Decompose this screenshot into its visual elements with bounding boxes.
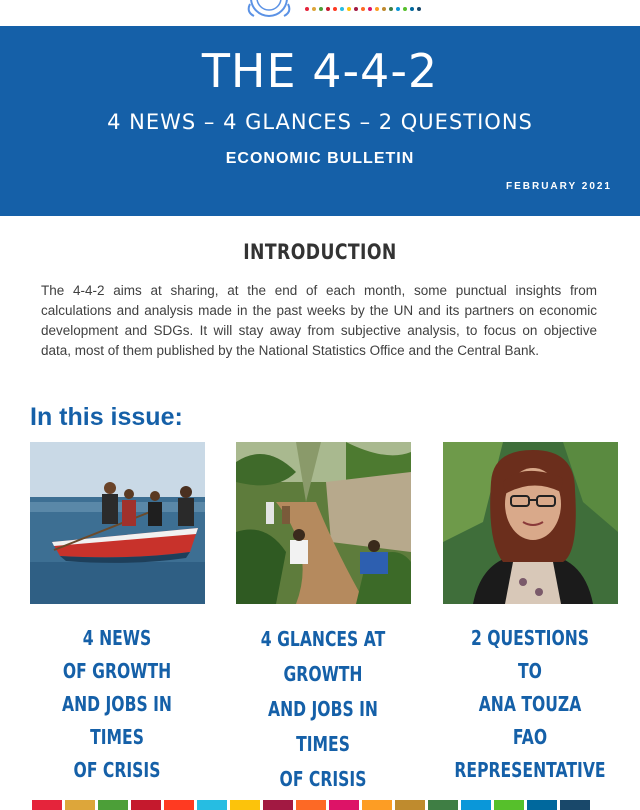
sdg-dot — [396, 7, 400, 11]
sdg-dot — [417, 7, 421, 11]
sdg-color-bar — [32, 800, 590, 810]
sdg-dot — [368, 7, 372, 11]
card-title-line: OF CRISIS — [73, 758, 161, 782]
fishermen-boat-photo — [30, 442, 205, 604]
card-title-line: FAO REPRESENTATIVE — [454, 725, 606, 782]
card-title-line: AND JOBS IN TIMES — [61, 692, 172, 749]
sdg-dot — [312, 7, 316, 11]
sdg-color-block — [395, 800, 425, 810]
card-title-glances[interactable] — [243, 622, 404, 797]
sdg-dot — [333, 7, 337, 11]
sdg-color-block — [164, 800, 194, 810]
card-title-line: AND JOBS IN TIMES — [267, 697, 378, 756]
card-image-agriculture[interactable] — [236, 442, 411, 604]
sdg-color-block — [296, 800, 326, 810]
card-title-line: GROWTH — [283, 662, 363, 686]
sdg-color-block — [65, 800, 95, 810]
sdg-dot — [361, 7, 365, 11]
ana-touza-portrait-photo — [443, 442, 618, 604]
bulletin-subtitle: 4 NEWS – 4 GLANCES – 2 QUESTIONS — [107, 110, 533, 134]
top-strip — [0, 0, 640, 26]
sdg-dot — [305, 7, 309, 11]
intro-body: The 4-4-2 aims at sharing, at the end of each month, some punctual insights from calculations and analysis made in the past weeks by the UN and its partners on economic development and SDGs. It will stay away from subjective analysis, to focus on objective data, most of them published by the National Statistics Office and the Central Bank. — [41, 283, 597, 358]
sdg-dot — [326, 7, 330, 11]
sdg-color-block — [98, 800, 128, 810]
sdg-dot — [347, 7, 351, 11]
bulletin-type: ECONOMIC BULLETIN — [225, 150, 415, 167]
card-image-portrait[interactable] — [443, 442, 618, 604]
card-title-line: 4 NEWS — [82, 626, 152, 650]
sdg-dot — [354, 7, 358, 11]
sdg-color-block — [428, 800, 458, 810]
card-title-line: 2 QUESTIONS — [470, 626, 590, 650]
card-title-news[interactable] — [37, 622, 198, 787]
farm-workers-photo — [236, 442, 411, 604]
sdg-dot — [340, 7, 344, 11]
sdg-color-block — [329, 800, 359, 810]
card-image-fishermen[interactable] — [30, 442, 205, 604]
sdg-dot — [410, 7, 414, 11]
sdg-dot — [375, 7, 379, 11]
card-title-questions[interactable] — [450, 622, 611, 787]
sdg-color-block — [197, 800, 227, 810]
sdg-color-block — [527, 800, 557, 810]
header-banner — [0, 26, 640, 216]
card-title-line: ANA TOUZA — [478, 692, 582, 716]
sdg-dot — [382, 7, 386, 11]
card-title-line: OF GROWTH — [62, 659, 172, 683]
sdg-color-block — [494, 800, 524, 810]
sdg-color-block — [263, 800, 293, 810]
sdg-dots — [305, 7, 421, 13]
un-emblem-icon — [240, 0, 298, 20]
sdg-color-block — [461, 800, 491, 810]
bulletin-date: FEBRUARY 2021 — [505, 181, 612, 192]
card-title-line: TO — [518, 659, 542, 683]
in-this-issue-heading: In this issue: — [30, 403, 183, 431]
sdg-color-block — [560, 800, 590, 810]
card-title-line: OF CRISIS — [279, 767, 367, 791]
sdg-color-block — [230, 800, 260, 810]
intro-heading: INTRODUCTION — [243, 240, 397, 264]
sdg-color-block — [362, 800, 392, 810]
sdg-color-block — [32, 800, 62, 810]
sdg-dot — [389, 7, 393, 11]
sdg-dot — [403, 7, 407, 11]
sdg-color-block — [131, 800, 161, 810]
sdg-dot — [319, 7, 323, 11]
card-title-line: 4 GLANCES AT — [260, 627, 386, 651]
bulletin-title: THE 4-4-2 — [201, 44, 439, 98]
